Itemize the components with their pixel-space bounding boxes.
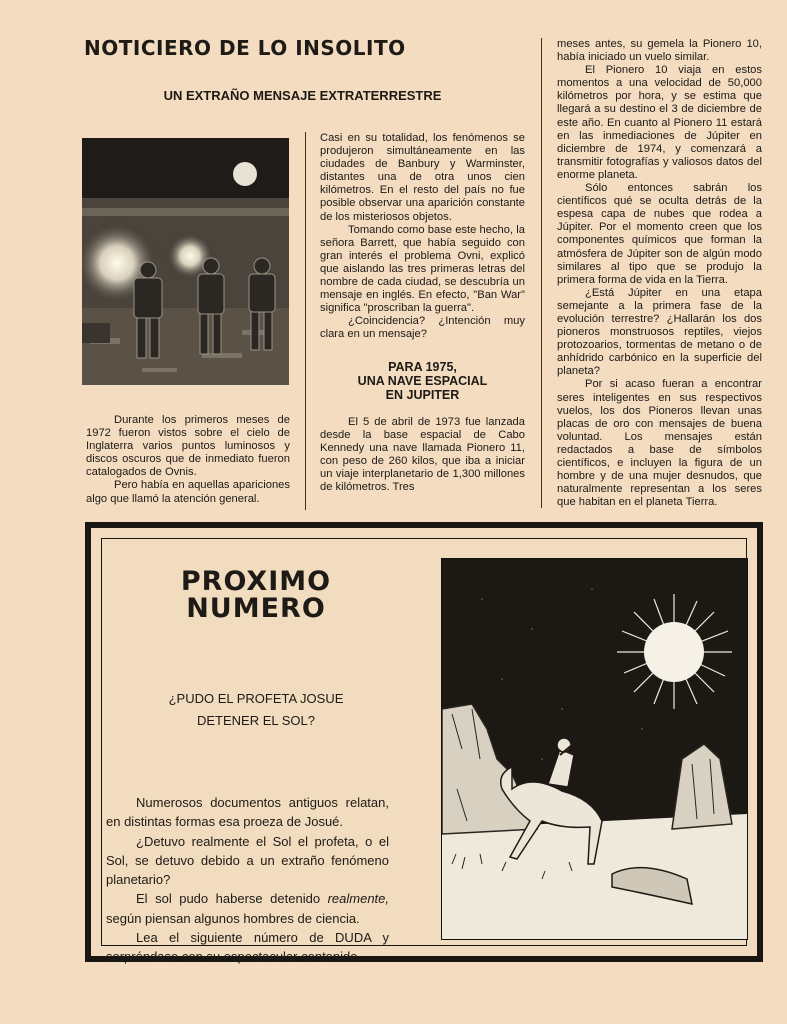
paragraph <box>106 889 389 928</box>
paragraph: El 5 de abril de 1973 fue lanzada desde la base espacial de Cabo Kennedy una nave llamada Pionero 11, con peso de 260 kilos, que iba a iniciar un viaje interplanetario de 1,300 millones de kilómetros. Tres <box>320 415 525 493</box>
subhead-line: UNA NAVE ESPACIAL <box>357 373 488 388</box>
paragraph: El Pionero 10 viaja en estos momentos a una velocidad de 50,000 kilómetros por hora, y se estima que llegará a su destino el 3 de diciembre de este año. En cuanto al Pionero 11 estará en las inmediaciones de Júpiter en diciembre de 1974, y comenzará a transmitir fotografías y valiosos datos del enorme planeta. <box>557 64 762 181</box>
astronauts-illustration <box>82 138 289 385</box>
paragraph: Sólo entonces sabrán los científicos qué se oculta detrás de la espesa capa de nubes que rodea a Júpiter. Por el momento creen que los componentes químicos que forman la atmósfera de Júpiter son de algún modo similares al tipo que se produjo la primera forma de vida en la Tierra. <box>557 182 762 286</box>
astronauts-photo <box>82 138 289 385</box>
paragraph: ¿Detuvo realmente el Sol el profeta, o el Sol, se detuvo debido a un extraño fenómeno planetario? <box>106 833 389 888</box>
article-column-1 <box>86 414 290 506</box>
sun-rider-drawing <box>442 559 747 939</box>
next-issue-question <box>141 688 371 732</box>
article-column-2 <box>320 132 525 494</box>
paragraph: Por si acaso fueran a encontrar seres inteligentes en sus respectivos vuelos, los dos Pioneros llevan unas placas de oro con mensajes de buena voluntad. Los mensajes están redactados a base de símbolos científicos, e incluyen la figura de un hombre y de una mujer desnudos, que naturalmente representan a los seres que habitan en el planeta Tierra. <box>557 378 762 509</box>
next-issue-box <box>85 522 763 965</box>
paragraph: Lea el siguiente número de DUDA y sorpréndase con su espectacular contenido. <box>106 930 389 965</box>
next-issue-text <box>106 793 389 967</box>
question-line: ¿PUDO EL PROFETA JOSUE <box>168 691 344 706</box>
column-divider <box>541 38 542 508</box>
title-line: NUMERO <box>186 593 326 624</box>
title-line: PROXIMO <box>180 566 332 597</box>
text-span: según piensan algunos hombres de ciencia. <box>106 910 360 926</box>
question-line: DETENER EL SOL? <box>196 713 315 728</box>
paragraph: Casi en su totalidad, los fenómenos se produjeron simultáneamente en las ciudades de Banbury y Warminster, distantes una de otra unos cien kilómetros. En el resto del país no fue posible observar una aparición constante de los misteriosos objetos. <box>320 132 525 223</box>
emphasis: realmente, <box>327 891 389 907</box>
next-issue-title <box>151 568 361 622</box>
article-column-3 <box>557 38 762 509</box>
paragraph: Numerosos documentos antiguos relatan, en distintas formas esa proeza de Josué. <box>106 795 389 830</box>
paragraph: Pero había en aquellas apariciones algo que llamó la atención general. <box>86 479 290 505</box>
paragraph: meses antes, su gemela la Pionero 10, había iniciado un vuelo similar. <box>557 38 762 64</box>
subhead-line: PARA 1975, <box>388 359 457 374</box>
paragraph: ¿Coincidencia? ¿Intención muy clara en un mensaje? <box>320 315 525 341</box>
article-subtitle: UN EXTRAÑO MENSAJE EXTRATERRESTRE <box>163 88 442 103</box>
article-title: NOTICIERO DE LO INSOLITO <box>84 36 406 60</box>
paragraph: ¿Está Júpiter en una etapa semejante a la primera fase de la evolución terrestre? ¿Hallarán los dos pioneros monstruosos reptiles, viejos protozoarios, tormentas de metano o de anhídrido carbónico en la superficie del planeta? <box>557 286 762 378</box>
subhead-line: EN JUPITER <box>385 387 460 402</box>
column-divider <box>305 132 306 510</box>
paragraph: Durante los primeros meses de 1972 fueron vistos sobre el cielo de Inglaterra varios puntos luminosos y discos oscuros que de inmediato fueron catalogados de Ovnis. <box>86 414 290 479</box>
paragraph: Tomando como base este hecho, la señora Barrett, que había seguido con gran interés el problema Ovni, explicó que aislando las tres primeras letras del nombre de cada ciudad, se descubría un mensaje en inglés. En efecto, "Ban War" significa "proscriban la guerra". <box>320 223 525 315</box>
text-span: El sol pudo haberse detenido <box>136 891 328 907</box>
sun-rider-illustration <box>441 558 748 940</box>
section-subhead <box>320 360 525 402</box>
